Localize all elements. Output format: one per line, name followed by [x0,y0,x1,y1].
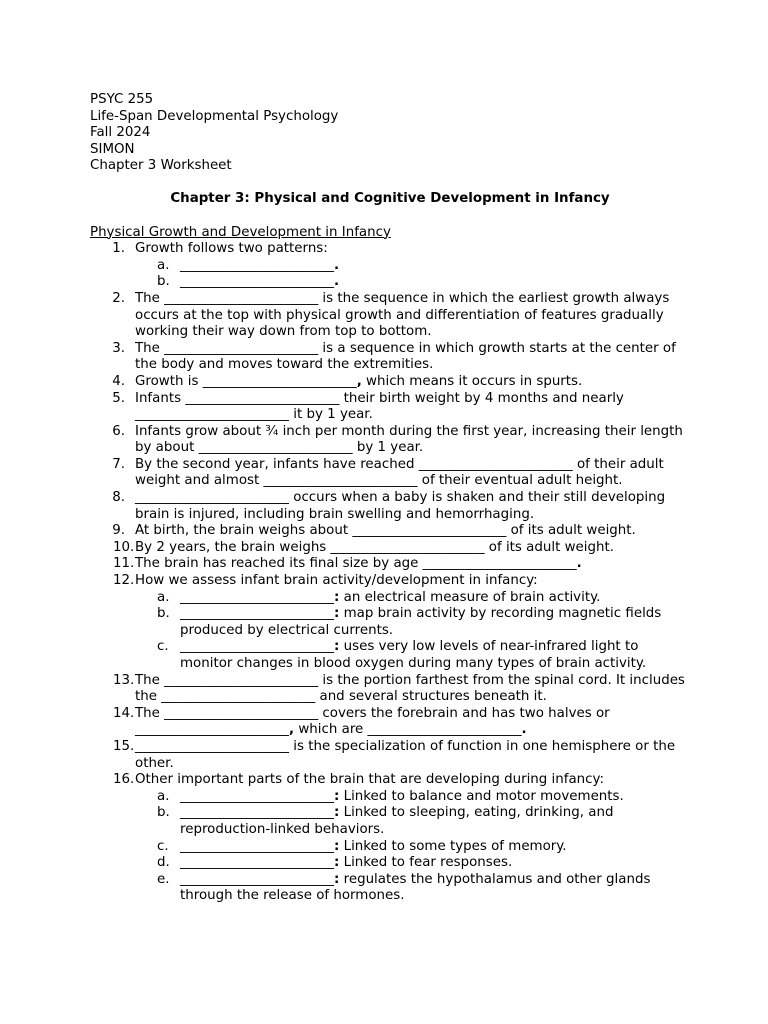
question-number: 1. [112,241,125,257]
question-number: 5. [112,390,125,406]
punctuation: , [289,722,295,738]
sub-text: uses very low levels of near-infrared light to monitor changes in blood oxygen during many types of brain activity. [180,639,647,671]
question-number: 4. [112,373,125,389]
question-11 [90,556,690,573]
question-1b [90,274,690,291]
question-10 [90,540,690,557]
question-number: 2. [112,290,125,306]
sub-letter: a. [157,589,170,605]
question-number: 10. [113,539,135,555]
instructor: SIMON [90,141,135,157]
question-number: 11. [113,556,135,572]
answer-blank[interactable]: _______________________ [352,523,507,539]
question-text-post: and several structures beneath it. [315,689,547,705]
question-text-pre: Growth is [135,373,203,389]
question-text-pre: By 2 years, the brain weighs [135,539,331,555]
question-text-post: of its adult weight. [506,523,636,539]
question-text-post: of their eventual adult height. [417,473,623,489]
question-text-post: is the sequence in which the earliest growth always occurs at the top with physical growth and differentiation of features gradually working their way down from top to bottom. [135,290,670,340]
punctuation: : [334,871,340,887]
answer-blank[interactable]: _______________________ [180,855,334,871]
answer-blank[interactable]: _______________________ [135,722,289,738]
question-1a [90,258,690,275]
answer-blank[interactable]: _______________________ [180,589,334,605]
question-12b [90,606,690,639]
question-16b [90,805,690,838]
question-number: 12. [113,573,135,589]
sub-letter: a. [157,257,170,273]
question-5 [90,391,690,424]
question-text-pre: At birth, the brain weighs about [135,523,353,539]
question-text: Growth follows two patterns: [135,241,328,257]
question-7 [90,457,690,490]
punctuation: : [334,788,340,804]
worksheet-page [90,92,690,905]
answer-blank[interactable]: _______________________ [161,689,316,705]
sub-letter: b. [157,606,170,622]
question-13 [90,673,690,706]
question-14 [90,706,690,739]
question-16 [90,772,690,789]
answer-blank[interactable]: _______________________ [367,722,522,738]
question-number: 9. [112,523,125,539]
answer-blank[interactable]: _______________________ [180,805,334,821]
punctuation: : [334,838,340,854]
sub-text: map brain activity by recording magnetic fields produced by electrical currents. [180,606,662,638]
answer-blank[interactable]: _______________________ [202,373,357,389]
answer-blank[interactable]: _______________________ [164,340,319,356]
question-text-mid: of their adult weight and almost [135,456,664,489]
answer-blank[interactable]: _______________________ [180,788,334,804]
question-15 [90,739,690,772]
sub-text: Linked to fear responses. [339,855,513,871]
question-number: 13. [113,672,135,688]
sub-letter: c. [157,838,169,854]
question-1 [90,241,690,258]
answer-blank[interactable]: _______________________ [180,639,334,655]
answer-blank[interactable]: _______________________ [164,290,319,306]
punctuation: . [576,556,582,572]
sub-text: Linked to balance and motor movements. [339,788,624,804]
question-12 [90,573,690,590]
question-16e [90,872,690,905]
sub-text: Linked to sleeping, eating, drinking, and reproduction-linked behaviors. [180,805,614,837]
question-text-mid: their birth weight by 4 months and nearly [339,390,624,406]
question-text-pre: The [135,340,165,356]
question-text-pre: Infants [135,390,186,406]
question-text-pre: Infants grow about ¾ inch per month during the first year, increasing their length by about [135,423,683,456]
question-12c [90,639,690,672]
question-text-post: by 1 year. [352,440,424,456]
punctuation: . [334,274,340,290]
punctuation: : [334,805,340,821]
question-9 [90,523,690,540]
sub-letter: b. [157,274,170,290]
answer-blank[interactable]: _______________________ [135,490,289,506]
question-text-mid2: which are [294,722,368,738]
question-text-post: is a sequence in which growth starts at the center of the body and moves toward the extremities. [135,340,676,373]
question-text: How we assess infant brain activity/development in infancy: [135,573,538,589]
sub-text: regulates the hypothalamus and other glands through the release of hormones. [180,871,651,904]
section-heading: Physical Growth and Development in Infancy [90,224,391,240]
answer-blank[interactable]: _______________________ [180,871,334,887]
question-16c [90,839,690,856]
punctuation: : [334,589,340,605]
answer-blank[interactable]: _______________________ [422,556,577,572]
question-text-post: which means it occurs in spurts. [361,373,583,389]
answer-blank[interactable]: _______________________ [330,539,485,555]
punctuation: . [521,722,527,738]
punctuation: : [334,606,340,622]
punctuation: : [334,639,340,655]
question-16a [90,789,690,806]
answer-blank[interactable]: _______________________ [135,407,289,423]
answer-blank[interactable]: _______________________ [180,606,334,622]
answer-blank[interactable]: _______________________ [418,456,573,472]
question-2 [90,291,690,341]
answer-blank[interactable]: _______________________ [180,257,334,273]
question-text: Other important parts of the brain that are developing during infancy: [135,772,604,788]
question-number: 14. [113,705,135,721]
punctuation: , [356,373,362,389]
question-text-pre: The [135,672,165,688]
sub-letter: c. [157,639,169,655]
question-text-post: is the specialization of function in one hemisphere or the other. [135,738,676,771]
course-name: Life-Span Developmental Psychology [90,108,339,124]
question-text-pre: The brain has reached its final size by age [135,556,423,572]
sub-text: Linked to some types of memory. [339,838,567,854]
question-number: 15. [113,738,135,754]
answer-blank[interactable]: _______________________ [198,440,353,456]
question-text-pre: The [135,290,165,306]
question-16d [90,855,690,872]
answer-blank[interactable]: _______________________ [164,705,319,721]
punctuation: . [334,257,340,273]
sub-letter: a. [157,788,170,804]
question-text-post: it by 1 year. [289,407,373,423]
answer-blank[interactable]: _______________________ [180,838,334,854]
question-6 [90,424,690,457]
question-12a [90,590,690,607]
answer-blank[interactable]: _______________________ [180,274,334,290]
answer-blank[interactable]: _______________________ [164,672,319,688]
answer-blank[interactable]: _______________________ [135,738,289,754]
sub-letter: b. [157,805,170,821]
term: Fall 2024 [90,125,151,141]
question-number: 7. [112,456,125,472]
answer-blank[interactable]: _______________________ [263,473,418,489]
question-text-pre: By the second year, infants have reached [135,456,419,472]
question-4 [90,374,690,391]
worksheet-label: Chapter 3 Worksheet [90,158,232,174]
question-number: 16. [113,772,135,788]
question-text-post: occurs when a baby is shaken and their still developing brain is injured, including brain swelling and hemorrhaging. [135,490,666,522]
course-code: PSYC 255 [90,92,154,107]
question-text-post: of its adult weight. [484,539,614,555]
question-number: 3. [112,340,125,356]
sub-letter: d. [157,855,170,871]
sub-text: an electrical measure of brain activity. [339,589,601,605]
page-title: Chapter 3: Physical and Cognitive Development in Infancy [170,190,610,206]
question-number: 6. [112,423,125,439]
sub-letter: e. [157,871,170,887]
question-number: 8. [112,490,125,506]
answer-blank[interactable]: _______________________ [185,390,340,406]
question-text-pre: The [135,705,165,721]
question-text-mid: covers the forebrain and has two halves or [318,705,610,721]
question-text-mid: is the portion farthest from the spinal cord. It includes the [135,672,685,705]
punctuation: : [334,855,340,871]
question-3 [90,341,690,374]
question-8 [90,490,690,523]
